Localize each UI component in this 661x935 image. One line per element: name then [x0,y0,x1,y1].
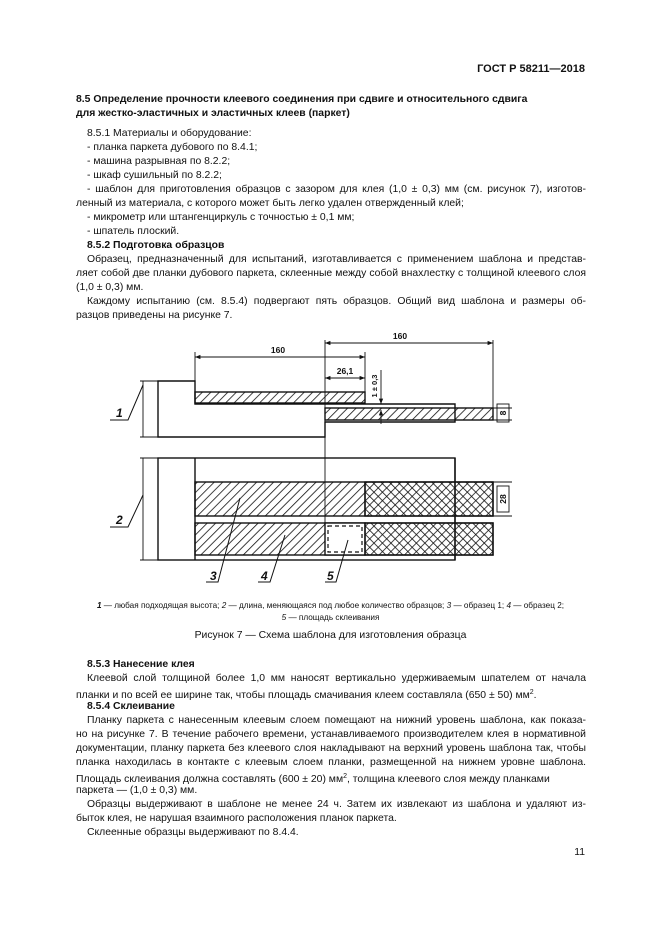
label-2: 2 [116,513,123,527]
lower-plank-side [325,408,493,420]
paragraph-line: но на рисунке 7. В течение рабочего времени, устанавливаемого производителем клея в нормативной [76,729,586,740]
dimension-160-top: 160 [392,331,408,341]
list-item: - машина разрывная по 8.2.2; [87,156,231,167]
label-5: 5 [327,569,334,583]
section-title-line-2: для жестко-эластичных и эластичных клеев (паркет) [76,108,350,119]
paragraph-line: документации, планку паркета без клеевого слоя накладывают на верхний уровень шаблона так, чтобы [76,743,586,754]
paragraph-line: Клеевой слой толщиной более 1,0 мм наносят вертикально удерживаемым шпателем от начала [87,673,586,684]
figure-caption: Рисунок 7 — Схема шаблона для изготовления образца [194,630,467,641]
dimension-26-1: 26,1 [336,366,354,376]
list-item: - микрометр или штангенциркуль с точностью ± 0,1 мм; [87,212,355,223]
label-1: 1 [116,406,123,420]
paragraph-line: планки и по всей ее ширине так, чтобы площадь смачивания клеем составляла (650 ± 50) $мм^2$. [76,689,537,701]
list-item: - планка паркета дубового по 8.4.1; [87,142,258,153]
subsection-8-5-3-title: 8.5.3 Нанесение клея [87,659,195,670]
paragraph-line: (1,0 ± 0,3) мм. [76,282,144,293]
label-4: 4 [261,569,268,583]
paragraph-line: планка находилась в контакте с клеевым слоем планки, размещенной на нижнем уровне шаблона. [76,757,586,768]
dimension-160-left: 160 [270,345,286,355]
figure-legend-line-2: 5 — площадь склеивания [281,613,380,622]
paragraph-line: Планку паркета с нанесенным клеевым слоем помещают на нижний уровень шаблона, как показа- [87,715,586,726]
subsection-8-5-2-title: 8.5.2 Подготовка образцов [87,240,225,251]
figure-7-template-diagram [0,330,661,600]
paragraph-line: быток клея, не нарушая взаимного расположения планок паркета. [76,813,397,824]
page-number: 11 [574,847,585,858]
list-item: - шкаф сушильный по 8.2.2; [87,170,222,181]
list-item: - шаблон для приготовления образцов с зазором для клея (1,0 ± 0,3) мм (см. рисунок 7), изготов- [87,184,586,195]
paragraph-line: Склеенные образцы выдерживают по 8.4.4. [87,827,299,838]
paragraph-line: Образец, предназначенный для испытаний, изготавливается с применением шаблона и представ- [87,254,586,265]
section-title-line-1: 8.5 Определение прочности клеевого соединения при сдвиге и относительного сдвига [76,94,528,105]
dimension-28: 28 [498,494,508,504]
dimension-8: 8 [498,410,508,416]
paragraph-line: паркета — (1,0 ± 0,3) мм. [76,785,198,796]
subsection-8-5-4-title: 8.5.4 Склеивание [87,701,175,712]
label-3: 3 [210,569,217,583]
paragraph-line: разцов приведены на рисунке 7. [76,310,233,321]
list-item-continuation: ленный из материала, с которого может быть легко удален отвержденный клей; [76,198,464,209]
upper-plank-side [195,392,365,403]
document-id: ГОСТ Р 58211—2018 [477,63,585,75]
dimension-glue-gap: 1 ± 0,3 [370,374,379,398]
paragraph-line: Площадь склеивания должна составлять (600 ± 20) $мм^2$, толщина клеевого слоя между планками [76,773,550,785]
list-item: - шпатель плоский. [87,226,180,237]
subsection-8-5-1-intro: 8.5.1 Материалы и оборудование: [87,128,252,139]
paragraph-line: Каждому испытанию (см. 8.5.4) подвергают пять образцов. Общий вид шаблона и размеры об- [87,296,586,307]
paragraph-line: Образцы выдерживают в шаблоне не менее 24 ч. Затем их извлекают из шаблона и удаляют из- [87,799,586,810]
paragraph-line: ляет собой две планки дубового паркета, склеенные между собой внахлестку с толщиной клеевого слоя [76,268,586,279]
figure-legend-line-1: 1 — любая подходящая высота; 2 — длина, меняющаяся под любое количество образцов; 3 — образец 1; 4 — образец 2; [96,601,565,610]
